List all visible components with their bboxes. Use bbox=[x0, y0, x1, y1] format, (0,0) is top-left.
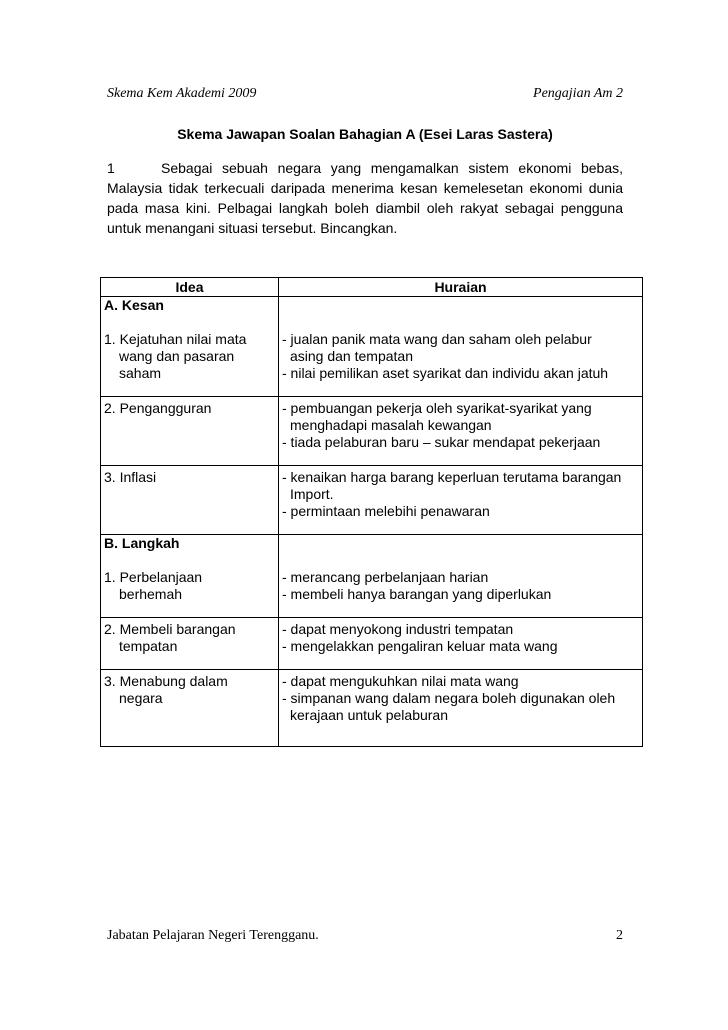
huraian-cell bbox=[279, 466, 643, 535]
table-body bbox=[101, 297, 643, 747]
huraian-line: - jualan panik mata wang dan saham oleh pelabur bbox=[282, 331, 592, 347]
idea-line: 2. Pengangguran bbox=[104, 400, 212, 416]
page-header bbox=[107, 86, 623, 106]
huraian-line: - merancang perbelanjaan harian bbox=[282, 569, 489, 585]
idea-line: 1. Kejatuhan nilai mata bbox=[104, 331, 247, 347]
section-b-label: B. Langkah bbox=[104, 535, 180, 551]
header-left-text: Skema Kem Akademi 2009 bbox=[107, 86, 257, 101]
huraian-cell bbox=[279, 397, 643, 466]
table-row bbox=[101, 670, 643, 747]
idea-line: berhemah bbox=[119, 586, 183, 602]
huraian-line: - tiada pelaburan baru – sukar mendapat pekerjaan bbox=[282, 434, 601, 450]
huraian-line: menghadapi masalah kewangan bbox=[290, 417, 492, 433]
idea-line: 1. Perbelanjaan bbox=[104, 569, 203, 585]
footer-left-text: Jabatan Pelajaran Negeri Terengganu. bbox=[107, 928, 319, 943]
huraian-line: - dapat menyokong industri tempatan bbox=[282, 621, 514, 637]
question-text: Sebagai sebuah negara yang mengamalkan sistem ekonomi bebas, Malaysia tidak terkecuali daripada menerima kesan kemelesetan ekonomi dunia pada masa kini. Pelbagai langkah boleh diambil oleh rakyat sebagai pengguna untuk menangani situasi tersebut. Bincangkan. bbox=[107, 160, 623, 236]
answer-scheme-table bbox=[100, 277, 643, 747]
idea-line: negara bbox=[119, 690, 163, 706]
huraian-line: - permintaan melebihi penawaran bbox=[282, 503, 490, 519]
idea-line: wang dan pasaran bbox=[119, 348, 235, 364]
huraian-line: - pembuangan pekerja oleh syarikat-syarikat yang bbox=[282, 400, 592, 416]
huraian-line: - membeli hanya barangan yang diperlukan bbox=[282, 586, 552, 602]
page-number: 2 bbox=[616, 928, 623, 943]
huraian-line: Import. bbox=[290, 486, 334, 502]
idea-cell bbox=[101, 569, 279, 618]
huraian-cell bbox=[279, 618, 643, 670]
table-row bbox=[101, 618, 643, 670]
idea-line: tempatan bbox=[119, 638, 178, 654]
column-header-huraian: Huraian bbox=[279, 278, 643, 297]
huraian-line: asing dan tempatan bbox=[290, 348, 413, 364]
idea-line: 2. Membeli barangan bbox=[104, 621, 236, 637]
huraian-line: - mengelakkan pengaliran keluar mata wang bbox=[282, 638, 558, 654]
huraian-cell bbox=[279, 331, 643, 397]
page-footer bbox=[107, 928, 623, 948]
idea-cell bbox=[101, 397, 279, 466]
idea-cell bbox=[101, 670, 279, 747]
header-right-text: Pengajian Am 2 bbox=[533, 86, 623, 101]
huraian-line: - dapat mengukuhkan nilai mata wang bbox=[282, 673, 519, 689]
section-b-empty-cell bbox=[279, 535, 643, 570]
table-header-row bbox=[101, 278, 643, 297]
section-b-cell bbox=[101, 535, 279, 570]
table-row bbox=[101, 466, 643, 535]
idea-line: 3. Inflasi bbox=[104, 469, 157, 485]
table-row bbox=[101, 397, 643, 466]
huraian-line: - simpanan wang dalam negara boleh digunakan oleh bbox=[282, 690, 616, 706]
idea-cell bbox=[101, 618, 279, 670]
section-a-label: A. Kesan bbox=[104, 297, 164, 313]
question-number: 1 bbox=[107, 160, 115, 176]
section-b-row bbox=[101, 535, 643, 570]
idea-line: saham bbox=[119, 365, 162, 381]
idea-line: 3. Menabung dalam bbox=[104, 673, 228, 689]
huraian-line: kerajaan untuk pelaburan bbox=[290, 707, 449, 723]
section-a-empty-cell bbox=[279, 297, 643, 332]
column-header-idea: Idea bbox=[101, 278, 279, 297]
table-row bbox=[101, 569, 643, 618]
question-block bbox=[107, 158, 623, 238]
huraian-line: - nilai pemilikan aset syarikat dan individu akan jatuh bbox=[282, 365, 609, 381]
section-a-row bbox=[101, 297, 643, 332]
idea-cell bbox=[101, 466, 279, 535]
table-row bbox=[101, 331, 643, 397]
huraian-cell bbox=[279, 670, 643, 747]
idea-cell bbox=[101, 331, 279, 397]
huraian-cell bbox=[279, 569, 643, 618]
huraian-line: - kenaikan harga barang keperluan terutama barangan bbox=[282, 469, 622, 485]
section-a-cell bbox=[101, 297, 279, 332]
document-title: Skema Jawapan Soalan Bahagian A (Esei Laras Sastera) bbox=[177, 126, 553, 142]
